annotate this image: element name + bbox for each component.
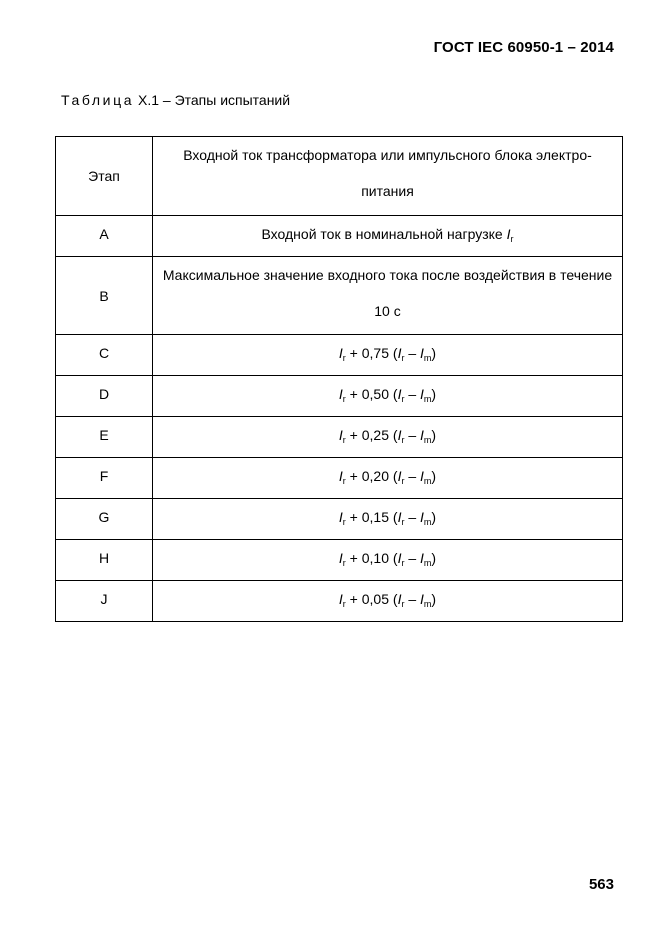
table-caption-label: Таблица (61, 92, 135, 108)
current-symbol: I (397, 509, 402, 525)
coefficient: 0,25 (361, 427, 389, 443)
stage-cell: B (56, 257, 153, 335)
current-symbol: I (338, 427, 343, 443)
page-number: 563 (588, 876, 614, 893)
current-symbol: I (338, 345, 343, 361)
stage-cell: A (56, 216, 153, 257)
subscript-r: r (342, 394, 346, 404)
header-current-cell: Входной ток трансформатора или импульсного блока электро-питания (153, 137, 623, 216)
table-row (56, 417, 623, 458)
current-cell (153, 581, 623, 622)
subscript-r: r (401, 435, 405, 445)
table-row (56, 499, 623, 540)
subscript-r: r (342, 599, 346, 609)
current-symbol: I (420, 591, 424, 607)
close-paren: ) (431, 509, 437, 525)
current-description: Максимальное значение входного тока после воздействия в течение 10 с (162, 267, 613, 319)
table-row (56, 376, 623, 417)
table-row (56, 540, 623, 581)
table-row (56, 458, 623, 499)
stage-cell: J (56, 581, 153, 622)
table-row (56, 335, 623, 376)
current-cell (153, 335, 623, 376)
open-paren: ( (389, 386, 398, 402)
close-paren: ) (431, 550, 437, 566)
coefficient: 0,15 (361, 509, 389, 525)
stage-cell: E (56, 417, 153, 458)
current-cell (153, 417, 623, 458)
coefficient: 0,05 (361, 591, 389, 607)
close-paren: ) (431, 468, 437, 484)
subscript-m: m (423, 558, 432, 568)
current-cell (153, 216, 623, 257)
coefficient: 0,10 (361, 550, 389, 566)
plus-sign: + (345, 591, 362, 607)
plus-sign: + (345, 550, 362, 566)
plus-sign: + (345, 468, 362, 484)
close-paren: ) (431, 345, 437, 361)
current-cell (153, 257, 623, 335)
current-symbol: I (397, 386, 402, 402)
current-symbol: I (397, 468, 402, 484)
stage-cell: C (56, 335, 153, 376)
close-paren: ) (431, 591, 437, 607)
plus-sign: + (345, 427, 362, 443)
current-symbol: I (420, 345, 424, 361)
minus-sign: – (404, 345, 421, 361)
current-symbol: I (338, 468, 343, 484)
current-symbol: I (420, 427, 424, 443)
current-cell (153, 458, 623, 499)
subscript-r: r (342, 517, 346, 527)
header-stage-cell: Этап (56, 137, 153, 216)
subscript-r: r (510, 234, 514, 244)
subscript-r: r (401, 353, 405, 363)
current-cell (153, 540, 623, 581)
current-cell (153, 376, 623, 417)
current-symbol: I (397, 345, 402, 361)
open-paren: ( (389, 427, 398, 443)
current-symbol: I (397, 550, 402, 566)
stage-cell: H (56, 540, 153, 581)
current-symbol: I (420, 468, 424, 484)
subscript-r: r (401, 558, 405, 568)
subscript-r: r (342, 353, 346, 363)
coefficient: 0,50 (361, 386, 389, 402)
minus-sign: – (404, 591, 421, 607)
close-paren: ) (431, 386, 437, 402)
current-cell (153, 499, 623, 540)
subscript-m: m (423, 599, 432, 609)
plus-sign: + (345, 509, 362, 525)
current-symbol: I (420, 386, 424, 402)
close-paren: ) (431, 427, 437, 443)
subscript-r: r (342, 558, 346, 568)
subscript-r: r (401, 476, 405, 486)
minus-sign: – (404, 550, 421, 566)
subscript-r: r (401, 599, 405, 609)
table-row (56, 216, 623, 257)
minus-sign: – (404, 427, 421, 443)
current-symbol: I (420, 509, 424, 525)
minus-sign: – (404, 468, 421, 484)
table-caption-title: X.1 – Этапы испытаний (134, 92, 291, 108)
coefficient: 0,75 (361, 345, 389, 361)
minus-sign: – (404, 386, 421, 402)
subscript-r: r (342, 476, 346, 486)
current-symbol: I (338, 591, 343, 607)
plus-sign: + (345, 345, 362, 361)
open-paren: ( (389, 345, 398, 361)
test-stages-table (55, 136, 623, 622)
stage-cell: G (56, 499, 153, 540)
table-caption (61, 92, 290, 108)
current-symbol: I (506, 226, 511, 242)
plus-sign: + (345, 386, 362, 402)
subscript-m: m (423, 353, 432, 363)
current-description: Входной ток в номинальной нагрузке (261, 226, 503, 242)
current-symbol: I (397, 591, 402, 607)
open-paren: ( (389, 591, 398, 607)
open-paren: ( (389, 509, 398, 525)
open-paren: ( (389, 550, 398, 566)
current-symbol: I (397, 427, 402, 443)
stage-cell: D (56, 376, 153, 417)
current-symbol: I (338, 550, 343, 566)
subscript-r: r (401, 394, 405, 404)
subscript-m: m (423, 517, 432, 527)
coefficient: 0,20 (361, 468, 389, 484)
table-row (56, 257, 623, 335)
subscript-m: m (423, 435, 432, 445)
current-symbol: I (338, 386, 343, 402)
current-symbol: I (420, 550, 424, 566)
table-header-row (56, 137, 623, 216)
stage-cell: F (56, 458, 153, 499)
minus-sign: – (404, 509, 421, 525)
subscript-m: m (423, 394, 432, 404)
subscript-r: r (342, 435, 346, 445)
open-paren: ( (389, 468, 398, 484)
current-symbol: I (338, 509, 343, 525)
table-row (56, 581, 623, 622)
subscript-r: r (401, 517, 405, 527)
subscript-m: m (423, 476, 432, 486)
document-standard-header: ГОСТ IEC 60950-1 – 2014 (433, 39, 614, 56)
